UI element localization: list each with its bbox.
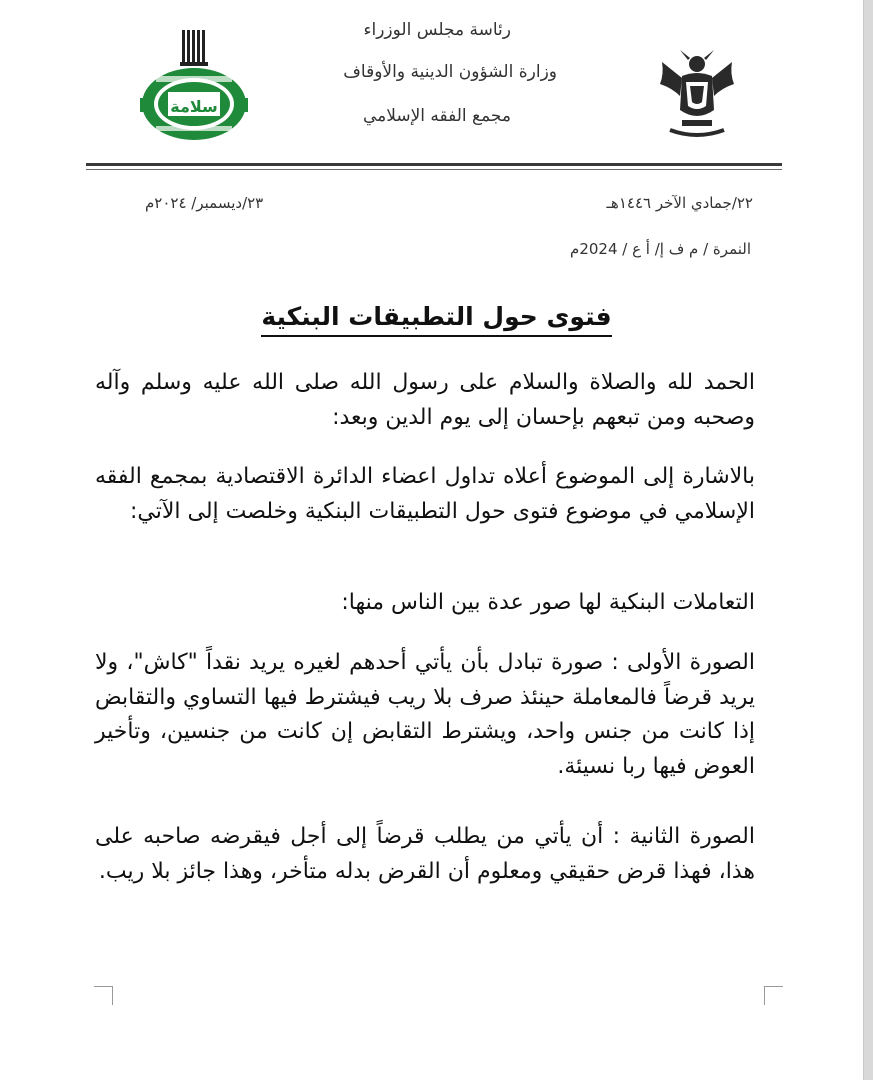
header-divider-thick xyxy=(86,163,782,166)
gregorian-date: ٢٣/ديسمبر/ ٢٠٢٤م xyxy=(145,194,264,212)
header-ministry: وزارة الشؤون الدينية والأوقاف xyxy=(343,62,557,82)
header-academy: مجمع الفقه الإسلامي xyxy=(362,106,511,126)
svg-text:سلامة: سلامة xyxy=(170,97,218,116)
hijri-date: ٢٢/جمادي الآخر ١٤٤٦هـ xyxy=(606,194,753,212)
islamic-fiqh-academy-logo xyxy=(138,28,250,144)
header-divider-thin xyxy=(86,169,782,170)
crop-mark-left xyxy=(94,986,113,1005)
reference-number: النمرة / م ف إ/ أ ع / 2024م xyxy=(570,240,751,258)
paragraph-second-form: الصورة الثانية : أن يأتي من يطلب قرضاً إلى أجل فيقرضه صاحبه على هذا، فهذا قرض حقيقي ومعلوم أن القرض بدله متأخر، وهذا جائز بلا ريب. xyxy=(95,824,755,884)
document-title xyxy=(0,302,873,331)
paragraph-first-form: الصورة الأولى : صورة تبادل بأن يأتي أحدهم لغيره يريد نقداً "كاش"، ولا يريد قرضاً فالمعاملة حينئذ صرف بلا ريب فيشترط فيها التساوي والتقابض إذا كانت من جنس واحد، ويشترط التقابض إن كانت من جنسين، وتأخير العوض فيها ربا نسيئة. xyxy=(95,650,755,779)
paragraph-reference: بالاشارة إلى الموضوع أعلاه تداول اعضاء الدائرة الاقتصادية بمجمع الفقه الإسلامي في موضوع فتوى حول التطبيقات البنكية وخلصت إلى الآتي: xyxy=(95,464,755,524)
crop-mark-right xyxy=(764,986,783,1005)
paragraph-opening: الحمد لله والصلاة والسلام على رسول الله صلى الله عليه وسلم وآله وصحبه ومن تبعهم بإحسان إلى يوم الدين وبعد: xyxy=(95,370,755,430)
header-presidency: رئاسة مجلس الوزراء xyxy=(363,20,511,40)
document-title-text: فتوى حول التطبيقات البنكية xyxy=(261,302,611,337)
paragraph-intro: التعاملات البنكية لها صور عدة بين الناس منها: xyxy=(341,590,755,615)
state-emblem xyxy=(652,48,742,140)
